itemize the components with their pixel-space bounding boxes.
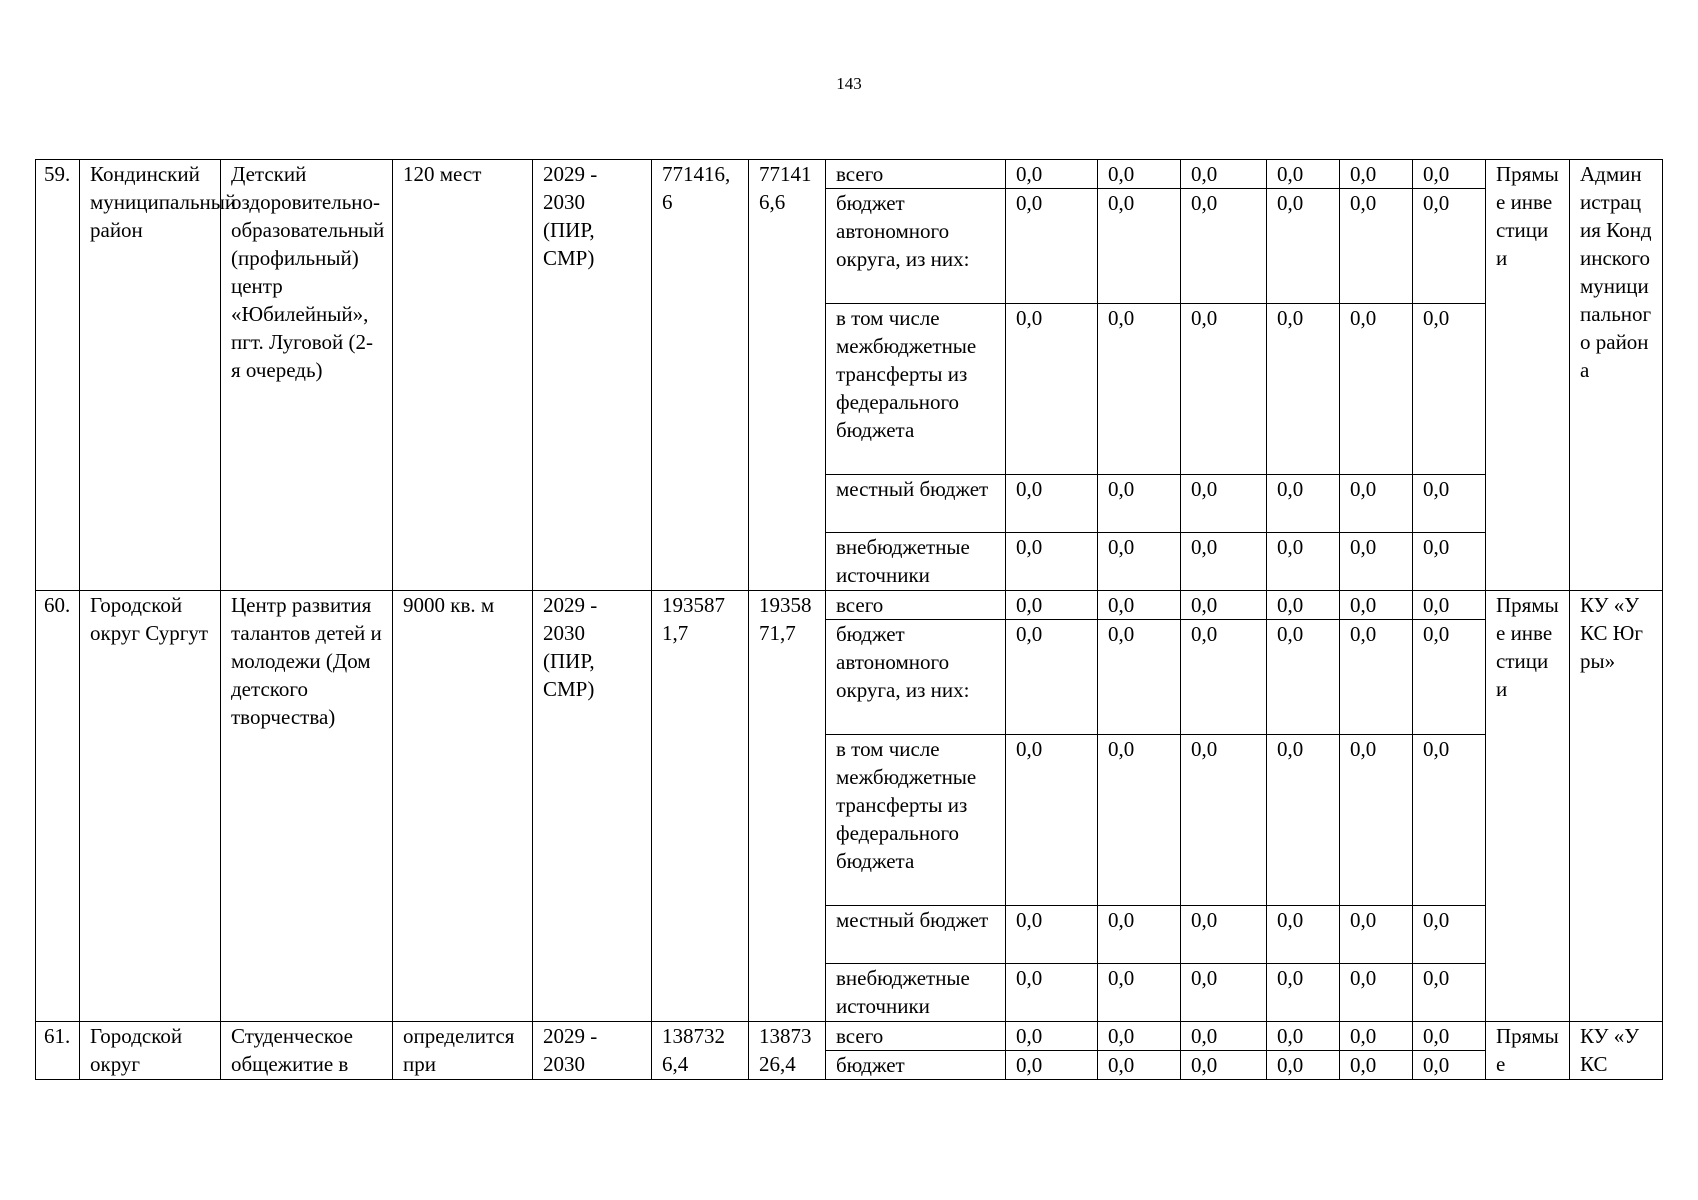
funding-value-cell: 0,0 [1006, 906, 1098, 964]
funding-value-cell: 0,0 [1340, 1022, 1413, 1051]
funding-source-label: бюджет автономного округа, из них: [826, 620, 1006, 735]
funding-value-cell: 0,0 [1181, 475, 1267, 533]
territory-cell: Кондинский муниципальный район [80, 160, 221, 591]
funding-value-cell: 0,0 [1267, 620, 1340, 735]
funding-value-cell: 0,0 [1267, 1022, 1340, 1051]
remaining-cost-cell: 771416,6 [749, 160, 826, 591]
object-name-cell: Студенческое общежитие в [221, 1022, 393, 1080]
funding-value-cell: 0,0 [1413, 1022, 1486, 1051]
funding-value-cell: 0,0 [1006, 620, 1098, 735]
investment-type-cell: Прямые инвестиции [1486, 591, 1570, 1022]
funding-source-label: всего [826, 1022, 1006, 1051]
funding-value-cell: 0,0 [1267, 906, 1340, 964]
table-row [36, 591, 1663, 620]
funding-value-cell: 0,0 [1413, 304, 1486, 475]
funding-source-label: всего [826, 160, 1006, 189]
funding-source-label: в том числе межбюджетные трансферты из федерального бюджета [826, 735, 1006, 906]
funding-value-cell: 0,0 [1181, 304, 1267, 475]
funding-value-cell: 0,0 [1267, 533, 1340, 591]
object-name-cell: Детский оздоровительно-образовательный (профильный) центр «Юбилейный», пгт. Луговой (2-я очередь) [221, 160, 393, 591]
funding-value-cell: 0,0 [1340, 620, 1413, 735]
funding-value-cell: 0,0 [1340, 964, 1413, 1022]
funding-value-cell: 0,0 [1413, 906, 1486, 964]
funding-value-cell: 0,0 [1181, 160, 1267, 189]
funding-value-cell: 0,0 [1340, 906, 1413, 964]
funding-value-cell: 0,0 [1006, 189, 1098, 304]
funding-value-cell: 0,0 [1413, 964, 1486, 1022]
funding-value-cell: 0,0 [1267, 735, 1340, 906]
period-cell: 2029 - 2030 (ПИР, СМР) [533, 591, 652, 1022]
funding-value-cell: 0,0 [1098, 1051, 1181, 1080]
funding-value-cell: 0,0 [1340, 304, 1413, 475]
remaining-cost-cell: 1387326,4 [749, 1022, 826, 1080]
funding-value-cell: 0,0 [1413, 620, 1486, 735]
table-row [36, 160, 1663, 189]
funding-value-cell: 0,0 [1006, 160, 1098, 189]
funding-value-cell: 0,0 [1181, 189, 1267, 304]
funding-source-label: бюджет автономного округа, из них: [826, 189, 1006, 304]
funding-value-cell: 0,0 [1098, 475, 1181, 533]
remaining-cost-cell: 1935871,7 [749, 591, 826, 1022]
period-cell: 2029 - 2030 [533, 1022, 652, 1080]
funding-value-cell: 0,0 [1181, 906, 1267, 964]
funding-value-cell: 0,0 [1006, 533, 1098, 591]
funding-value-cell: 0,0 [1006, 735, 1098, 906]
funding-value-cell: 0,0 [1098, 304, 1181, 475]
funding-value-cell: 0,0 [1413, 591, 1486, 620]
funding-value-cell: 0,0 [1267, 304, 1340, 475]
page-number: 143 [836, 74, 862, 93]
responsible-agency-cell: Администрация Кондинского муниципального района [1570, 160, 1663, 591]
funding-value-cell: 0,0 [1098, 620, 1181, 735]
period-cell: 2029 - 2030 (ПИР, СМР) [533, 160, 652, 591]
funding-value-cell: 0,0 [1098, 160, 1181, 189]
funding-value-cell: 0,0 [1340, 475, 1413, 533]
funding-source-label: бюджет [826, 1051, 1006, 1080]
funding-value-cell: 0,0 [1340, 160, 1413, 189]
funding-source-label: в том числе межбюджетные трансферты из федерального бюджета [826, 304, 1006, 475]
table-row [36, 1022, 1663, 1051]
funding-value-cell: 0,0 [1267, 189, 1340, 304]
funding-source-label: внебюджетные источники [826, 533, 1006, 591]
funding-value-cell: 0,0 [1006, 475, 1098, 533]
funding-value-cell: 0,0 [1098, 1022, 1181, 1051]
funding-value-cell: 0,0 [1006, 591, 1098, 620]
object-name-cell: Центр развития талантов детей и молодежи (Дом детского творчества) [221, 591, 393, 1022]
territory-cell: Городской округ [80, 1022, 221, 1080]
funding-source-label: местный бюджет [826, 906, 1006, 964]
funding-value-cell: 0,0 [1006, 964, 1098, 1022]
funding-value-cell: 0,0 [1181, 591, 1267, 620]
row-number: 60. [36, 591, 80, 1022]
funding-value-cell: 0,0 [1340, 735, 1413, 906]
funding-value-cell: 0,0 [1181, 620, 1267, 735]
responsible-agency-cell: КУ «УКС Югры» [1570, 591, 1663, 1022]
funding-value-cell: 0,0 [1098, 735, 1181, 906]
funding-value-cell: 0,0 [1413, 735, 1486, 906]
funding-source-label: внебюджетные источники [826, 964, 1006, 1022]
funding-value-cell: 0,0 [1181, 533, 1267, 591]
funding-value-cell: 0,0 [1006, 1051, 1098, 1080]
funding-value-cell: 0,0 [1413, 160, 1486, 189]
funding-value-cell: 0,0 [1340, 189, 1413, 304]
territory-cell: Городской округ Сургут [80, 591, 221, 1022]
funding-value-cell: 0,0 [1267, 964, 1340, 1022]
estimated-cost-cell: 1387326,4 [652, 1022, 749, 1080]
investment-type-cell: Прямые инвестиции [1486, 160, 1570, 591]
funding-value-cell: 0,0 [1413, 475, 1486, 533]
funding-value-cell: 0,0 [1098, 189, 1181, 304]
responsible-agency-cell: КУ «УКС [1570, 1022, 1663, 1080]
funding-value-cell: 0,0 [1098, 591, 1181, 620]
table-body [36, 160, 1663, 1080]
funding-source-label: местный бюджет [826, 475, 1006, 533]
capacity-cell: определится при [393, 1022, 533, 1080]
capacity-cell: 9000 кв. м [393, 591, 533, 1022]
funding-value-cell: 0,0 [1267, 160, 1340, 189]
funding-value-cell: 0,0 [1267, 475, 1340, 533]
funding-value-cell: 0,0 [1006, 304, 1098, 475]
investment-objects-table [35, 159, 1663, 1080]
funding-value-cell: 0,0 [1340, 1051, 1413, 1080]
funding-value-cell: 0,0 [1098, 533, 1181, 591]
funding-value-cell: 0,0 [1267, 1051, 1340, 1080]
funding-value-cell: 0,0 [1340, 533, 1413, 591]
funding-value-cell: 0,0 [1413, 1051, 1486, 1080]
estimated-cost-cell: 771416,6 [652, 160, 749, 591]
funding-value-cell: 0,0 [1413, 189, 1486, 304]
funding-value-cell: 0,0 [1181, 1022, 1267, 1051]
funding-value-cell: 0,0 [1098, 964, 1181, 1022]
row-number: 59. [36, 160, 80, 591]
funding-value-cell: 0,0 [1098, 906, 1181, 964]
funding-value-cell: 0,0 [1181, 964, 1267, 1022]
funding-value-cell: 0,0 [1006, 1022, 1098, 1051]
funding-value-cell: 0,0 [1340, 591, 1413, 620]
funding-value-cell: 0,0 [1181, 1051, 1267, 1080]
row-number: 61. [36, 1022, 80, 1080]
estimated-cost-cell: 1935871,7 [652, 591, 749, 1022]
funding-source-label: всего [826, 591, 1006, 620]
funding-value-cell: 0,0 [1267, 591, 1340, 620]
investment-type-cell: Прямые [1486, 1022, 1570, 1080]
funding-value-cell: 0,0 [1413, 533, 1486, 591]
capacity-cell: 120 мест [393, 160, 533, 591]
funding-value-cell: 0,0 [1181, 735, 1267, 906]
